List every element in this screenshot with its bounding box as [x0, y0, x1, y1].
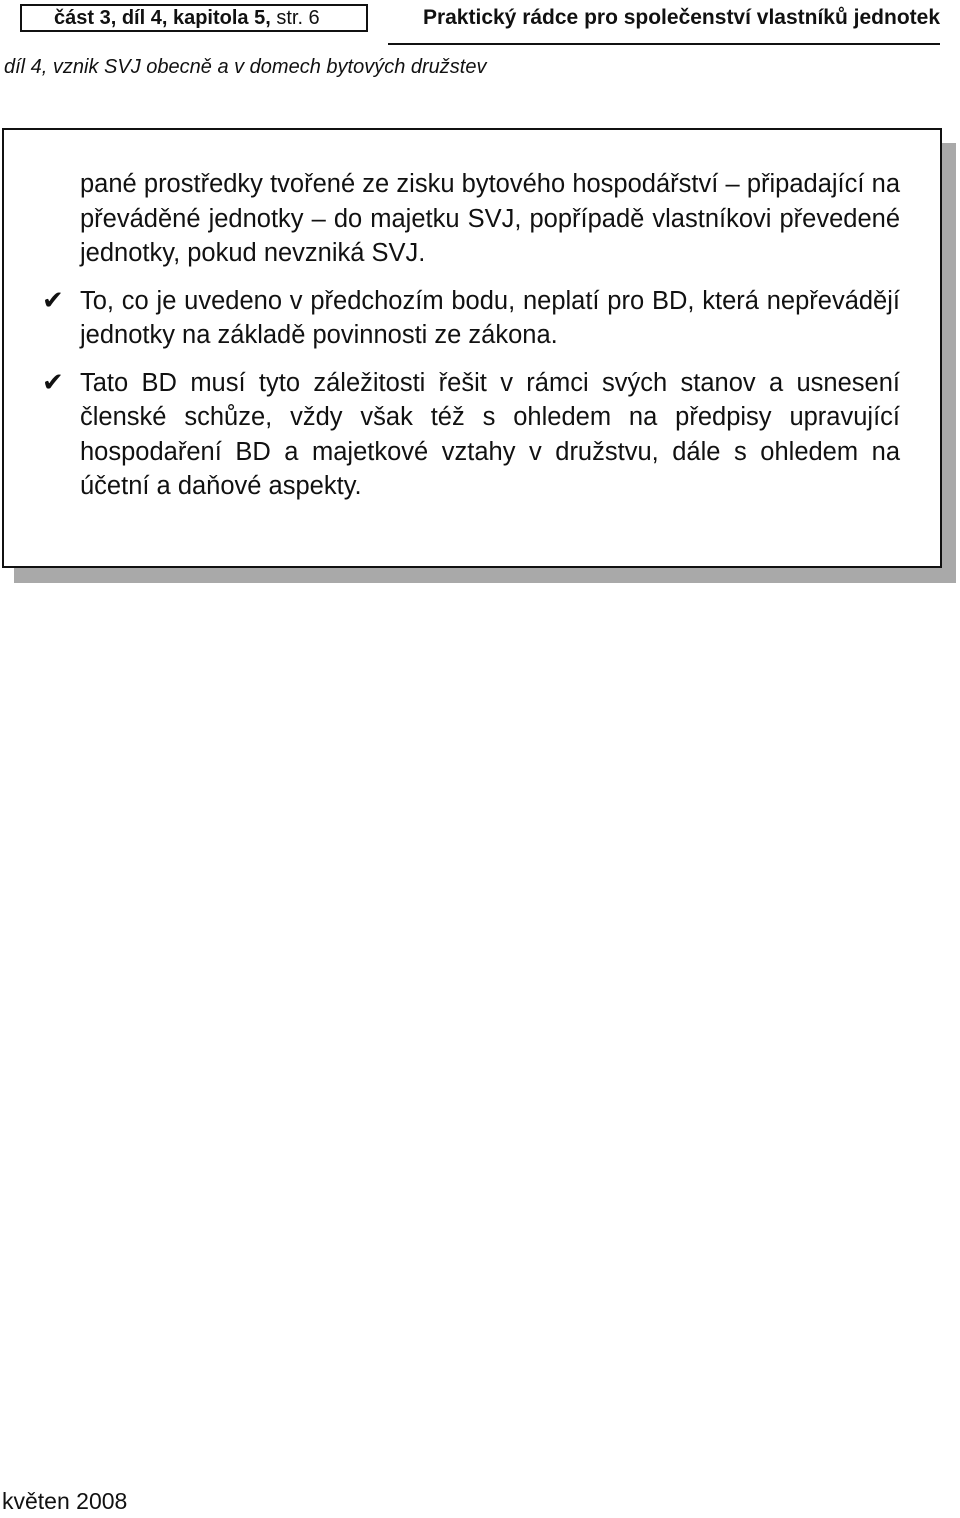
- bullet-text: To, co je uvedeno v předchozím bodu, neplatí pro BD, která nepřevádějí jednotky na základě povinnosti ze zákona.: [80, 286, 900, 349]
- header-divider: [388, 43, 940, 45]
- check-mark-icon: ✔: [42, 367, 64, 398]
- note-box: [2, 128, 942, 568]
- intro-paragraph: pané prostředky tvořené ze zisku bytového hospodářství – připadající na převáděné jednotky – do majetku SVJ, popřípadě vlastníkovi převedené jednotky, pokud nevzniká SVJ.: [80, 170, 900, 267]
- page-reference: str. 6: [276, 7, 320, 29]
- bullet-text: Tato BD musí tyto záležitosti řešit v rámci svých stanov a usnesení členské schůze, vždy však též s ohledem na předpisy upravující hospodaření BD a majetkové vztahy v družstvu, dále s ohledem na účetní a daňové aspekty.: [80, 368, 900, 500]
- header-section-box: [20, 4, 368, 32]
- book-title: Praktický rádce pro společenství vlastníků jednotek: [422, 6, 940, 29]
- chapter-subheader: díl 4, vznik SVJ obecně a v domech bytových družstev: [4, 56, 487, 78]
- bullet-item: [42, 284, 900, 353]
- section-reference: část 3, díl 4, kapitola 5,: [54, 7, 271, 29]
- footer-date: květen 2008: [2, 1488, 128, 1514]
- bullet-item: [42, 366, 900, 504]
- note-box-content: [42, 167, 900, 504]
- check-mark-icon: ✔: [42, 285, 64, 316]
